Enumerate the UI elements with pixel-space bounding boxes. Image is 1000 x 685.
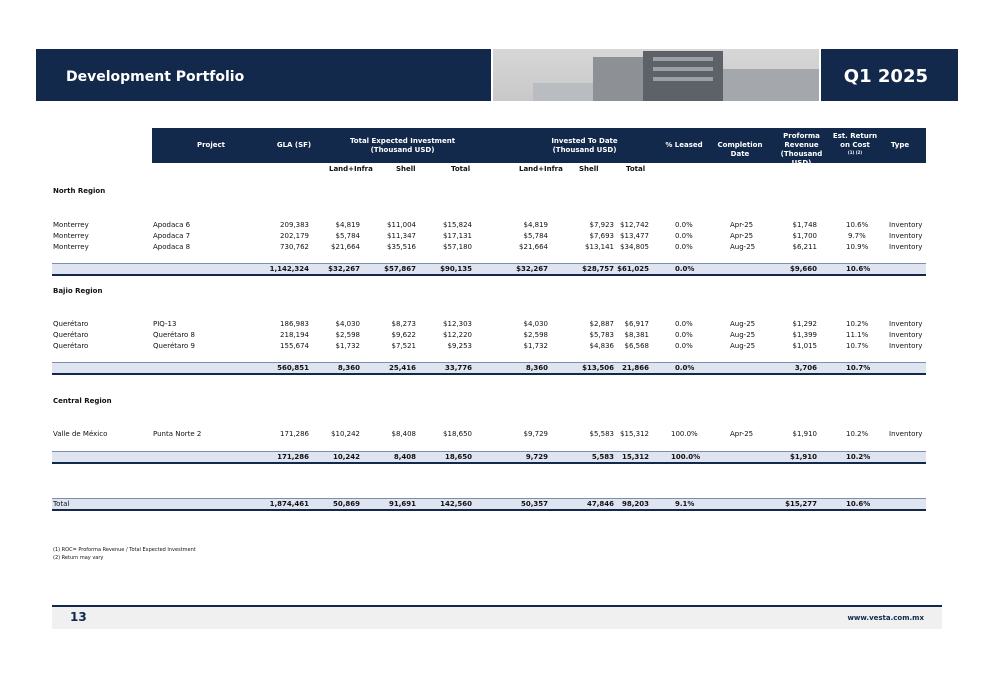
header-quarter-bar: [821, 49, 958, 101]
sub-total-invested: Total: [626, 165, 646, 173]
col-type: Type: [890, 141, 910, 149]
website-url: www.vesta.com.mx: [847, 614, 924, 622]
page-title: Development Portfolio: [66, 69, 245, 85]
col-proforma: Proforma Revenue (Thousand USD): [780, 132, 823, 167]
region-title: Central Region: [53, 397, 112, 405]
col-gla: GLA (SF): [276, 141, 312, 149]
subtotal-row: 560,851 8,360 25,416 33,776 8,360 $13,506 21,866 0.0% 3,706 10.7%: [52, 362, 926, 375]
col-roc: Est. Return on Cost (1) (2): [832, 132, 878, 155]
col-total-expected: Total Expected Investment (Thousand USD): [349, 137, 456, 154]
table-row: Querétaro PIQ-13 186,983 $4,030 $8,273 $12,303 $4,030 $2,887 $6,917 0.0% Aug-25 $1,292 10.2% Inventory: [53, 320, 923, 328]
table-row: Monterrey Apodaca 6 209,383 $4,819 $11,004 $15,824 $4,819 $7,923 $12,742 0.0% Apr-25 $1,748 10.6% Inventory: [53, 221, 923, 229]
col-invested: Invested To Date (Thousand USD): [551, 137, 618, 154]
header-building-image: [493, 49, 819, 101]
sub-land-expected: Land+Infra: [329, 165, 373, 173]
header-title-bar: [36, 49, 491, 101]
sub-total-expected: Total: [451, 165, 471, 173]
subtotal-row: 1,142,324 $32,267 $57,867 $90,135 $32,267 $28,757 $61,025 0.0% $9,660 10.6%: [52, 263, 926, 276]
sub-shell-expected: Shell: [396, 165, 416, 173]
table-row: Querétaro Querétaro 8 218,194 $2,598 $9,622 $12,220 $2,598 $5,783 $8,381 0.0% Aug-25 $1,399 11.1% Inventory: [53, 331, 923, 339]
region-title: North Region: [53, 187, 106, 195]
page-number: 13: [70, 610, 87, 624]
col-completion: Completion Date: [717, 141, 763, 158]
table-row: Valle de México Punta Norte 2 171,286 $10,242 $8,408 $18,650 $9,729 $5,583 $15,312 100.0% Apr-25 $1,910 10.2% Inventory: [53, 430, 923, 438]
table-row: Querétaro Querétaro 9 155,674 $1,732 $7,521 $9,253 $1,732 $4,836 $6,568 0.0% Aug-25 $1,015 10.7% Inventory: [53, 342, 923, 350]
region-title: Bajio Region: [53, 287, 103, 295]
sub-land-invested: Land+Infra: [519, 165, 563, 173]
page-footer: [52, 605, 942, 629]
col-project: Project: [196, 141, 226, 149]
table-row: Monterrey Apodaca 7 202,179 $5,784 $11,347 $17,131 $5,784 $7,693 $13,477 0.0% Apr-25 $1,700 9.7% Inventory: [53, 232, 923, 240]
col-leased: % Leased: [665, 141, 703, 149]
table-row: Monterrey Apodaca 8 730,762 $21,664 $35,516 $57,180 $21,664 $13,141 $34,805 0.0% Aug-25 $6,211 10.9% Inventory: [53, 243, 923, 251]
footnote: (2) Return may vary: [53, 555, 104, 561]
subtotal-row: 171,286 10,242 8,408 18,650 9,729 5,583 15,312 100.0% $1,910 10.2%: [52, 451, 926, 464]
footnote: (1) ROC= Proforma Revenue / Total Expected Investment: [53, 547, 196, 553]
sub-shell-invested: Shell: [579, 165, 599, 173]
quarter-label: Q1 2025: [843, 66, 928, 87]
total-row: Total 1,874,461 50,869 91,691 142,560 50,357 47,846 98,203 9.1% $15,277 10.6%: [52, 498, 926, 511]
